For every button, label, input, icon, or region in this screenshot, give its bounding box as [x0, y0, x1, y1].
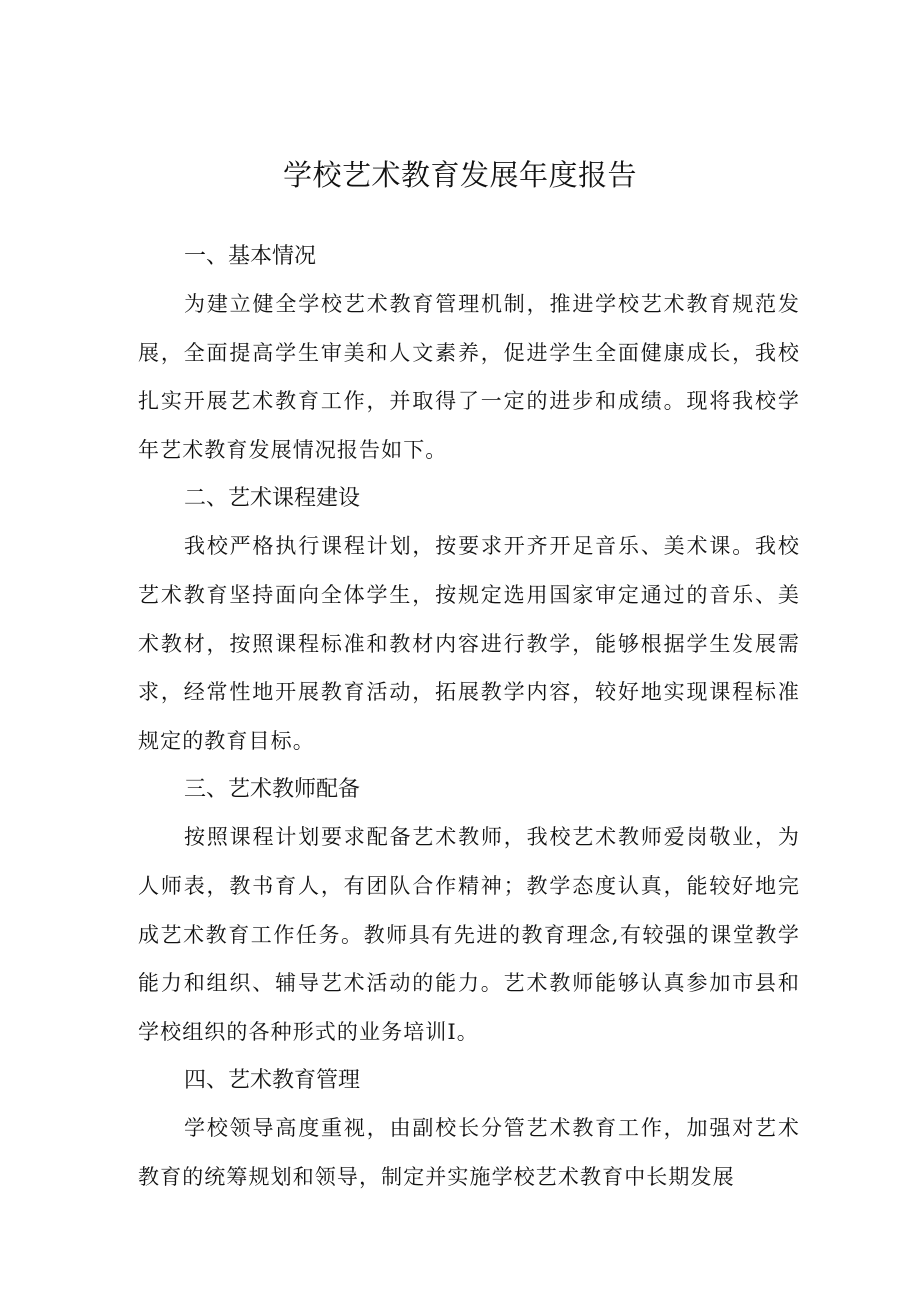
section-paragraph: 我校严格执行课程计划，按要求开齐开足音乐、美术课。我校艺术教育坚持面向全体学生，按规定选用国家审定通过的音乐、美术教材，按照课程标准和教材内容进行教学，能够根据学生发展需求，经常性地开展教育活动，拓展教学内容，较好地实现课程标准规定的教育目标。	[138, 534, 800, 753]
document-body	[138, 234, 800, 1202]
section-basic-situation	[138, 234, 800, 474]
section-art-curriculum	[138, 476, 800, 765]
section-heading: 四、艺术教育管理	[184, 1068, 361, 1094]
section-paragraph: 按照课程计划要求配备艺术教师，我校艺术教师爱岗敬业，为人师表，教书育人，有团队合作精神；教学态度认真，能较好地完成艺术教育工作任务。教师具有先进的教育理念,有较强的课堂教学能力和组织、辅导艺术活动的能力。艺术教师能够认真参加市县和学校组织的各种形式的业务培训I。	[138, 825, 800, 1044]
section-paragraph: 为建立健全学校艺术教育管理机制，推进学校艺术教育规范发展，全面提高学生审美和人文素养，促进学生全面健康成长，我校扎实开展艺术教育工作，并取得了一定的进步和成绩。现将我校学年艺术教育发展情况报告如下。	[138, 292, 800, 462]
section-paragraph: 学校领导高度重视，由副校长分管艺术教育工作，加强对艺术教育的统筹规划和领导，制定并实施学校艺术教育中长期发展	[138, 1116, 800, 1189]
section-art-management	[138, 1058, 800, 1201]
document-title: 学校艺术教育发展年度报告	[282, 158, 637, 192]
section-art-teachers	[138, 767, 800, 1056]
section-heading: 二、艺术课程建设	[184, 486, 361, 512]
section-heading: 三、艺术教师配备	[184, 777, 361, 803]
section-heading: 一、基本情况	[184, 244, 317, 269]
